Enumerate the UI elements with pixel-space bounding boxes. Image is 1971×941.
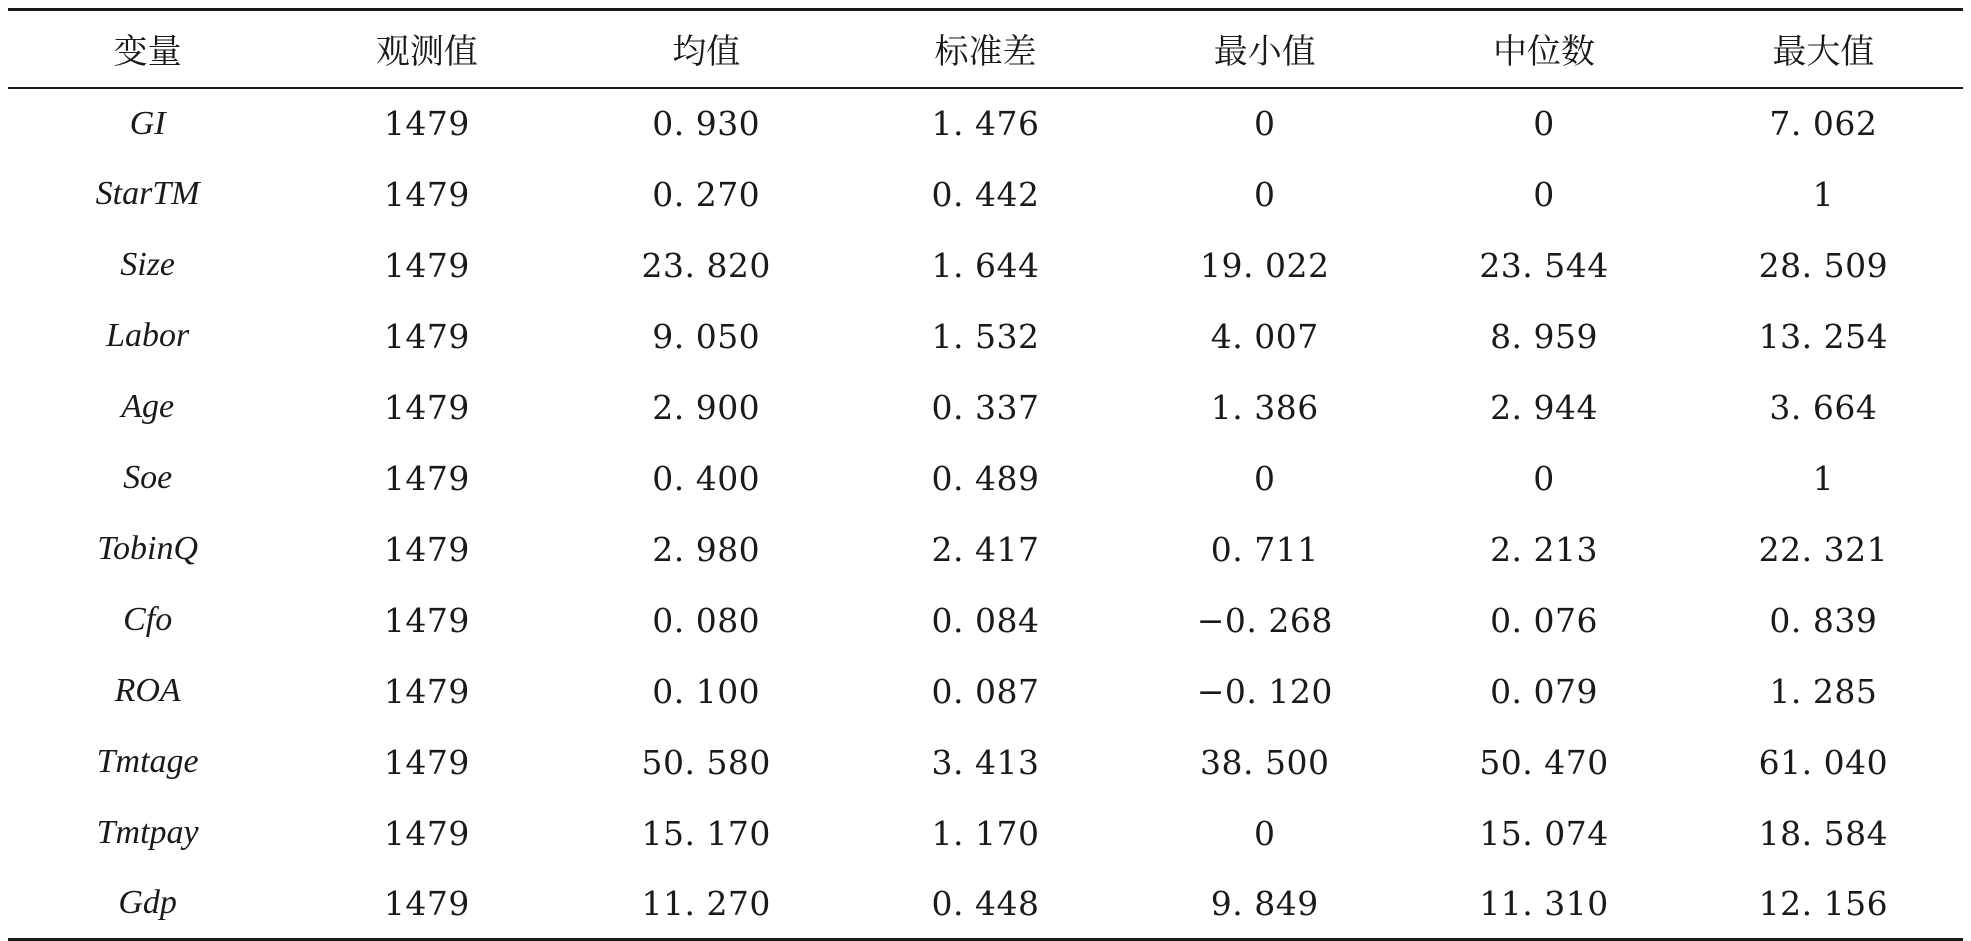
cell-variable: Tmtpay: [96, 814, 199, 851]
cell-min: 0: [1254, 813, 1276, 853]
cell-observations: 1479: [383, 813, 470, 853]
cell-min: 38. 500: [1200, 742, 1330, 782]
header-row: [8, 10, 1963, 88]
cell-std-dev: 0. 489: [931, 458, 1040, 498]
cell-variable: TobinQ: [97, 530, 199, 567]
cell-median: 2. 944: [1490, 387, 1599, 427]
cell-median: 15. 074: [1479, 813, 1609, 853]
cell-mean: 9. 050: [652, 316, 761, 356]
table-row: [8, 230, 1963, 301]
table-row: [8, 727, 1963, 798]
header-median: 中位数: [1404, 10, 1683, 88]
cell-max: 13. 254: [1758, 316, 1889, 356]
descriptive-statistics-table: [8, 8, 1963, 941]
table-row: [8, 514, 1963, 585]
cell-min: 9. 849: [1125, 869, 1404, 940]
cell-mean: 15. 170: [641, 813, 771, 853]
cell-mean: 50. 580: [641, 742, 771, 782]
cell-mean: 0. 080: [652, 600, 761, 640]
cell-median: 11. 310: [1404, 869, 1683, 940]
cell-variable: ROA: [114, 672, 181, 709]
cell-median: 8. 959: [1490, 316, 1599, 356]
cell-min: 0: [1254, 458, 1276, 498]
table-row: [8, 372, 1963, 443]
cell-std-dev: 0. 442: [931, 174, 1040, 214]
cell-min: 19. 022: [1200, 245, 1330, 285]
cell-variable: Soe: [123, 459, 173, 496]
cell-max: 12. 156: [1684, 869, 1963, 940]
cell-observations: 1479: [383, 742, 470, 782]
cell-min: 0: [1254, 174, 1276, 214]
table-body: [8, 88, 1963, 940]
header-observations: 观测值: [287, 10, 566, 88]
cell-std-dev: 2. 417: [931, 529, 1040, 569]
cell-std-dev: 0. 337: [931, 387, 1040, 427]
cell-observations: 1479: [383, 245, 470, 285]
cell-max: 3. 664: [1769, 387, 1878, 427]
cell-median: 50. 470: [1479, 742, 1609, 782]
cell-observations: 1479: [383, 671, 470, 711]
cell-min: −0. 268: [1196, 600, 1333, 640]
cell-std-dev: 1. 476: [931, 104, 1040, 143]
cell-median: 2. 213: [1490, 529, 1599, 569]
header-min: 最小值: [1125, 10, 1404, 88]
cell-min: 1. 386: [1210, 387, 1319, 427]
cell-min: −0. 120: [1196, 671, 1333, 711]
cell-observations: 1479: [383, 316, 470, 356]
cell-std-dev: 0. 084: [931, 600, 1040, 640]
cell-median: 0. 079: [1490, 671, 1599, 711]
cell-variable: StarTM: [95, 175, 200, 212]
cell-variable: GI: [129, 104, 166, 142]
cell-mean: 11. 270: [567, 869, 846, 940]
table-row: [8, 798, 1963, 869]
header-variable: 变量: [8, 10, 287, 88]
header-std-dev: 标准差: [846, 10, 1125, 88]
table-row: [8, 656, 1963, 727]
cell-min: 0: [1254, 104, 1276, 143]
cell-median: 0. 076: [1490, 600, 1599, 640]
cell-std-dev: 1. 170: [931, 813, 1040, 853]
table-row: [8, 88, 1963, 159]
cell-observations: 1479: [383, 174, 470, 214]
header-max: 最大值: [1684, 10, 1963, 88]
cell-max: 0. 839: [1769, 600, 1878, 640]
cell-variable: Tmtage: [96, 743, 199, 780]
cell-max: 28. 509: [1758, 245, 1889, 285]
cell-observations: 1479: [383, 387, 470, 427]
cell-mean: 2. 980: [652, 529, 761, 569]
cell-max: 1. 285: [1769, 671, 1878, 711]
table-row: [8, 443, 1963, 514]
cell-max: 18. 584: [1758, 813, 1889, 853]
cell-min: 0. 711: [1210, 529, 1319, 569]
cell-variable: Gdp: [8, 869, 287, 940]
cell-observations: 1479: [383, 458, 470, 498]
cell-median: 0: [1533, 174, 1555, 214]
cell-std-dev: 3. 413: [931, 742, 1040, 782]
cell-max: 1: [1812, 174, 1835, 214]
cell-std-dev: 0. 448: [846, 869, 1125, 940]
cell-min: 4. 007: [1210, 316, 1319, 356]
cell-median: 0: [1533, 104, 1555, 143]
cell-mean: 2. 900: [652, 387, 761, 427]
cell-mean: 0. 400: [652, 458, 761, 498]
cell-max: 1: [1812, 458, 1835, 498]
cell-median: 0: [1533, 458, 1555, 498]
cell-variable: Labor: [106, 317, 190, 354]
cell-mean: 23. 820: [641, 245, 771, 285]
cell-mean: 0. 100: [652, 671, 761, 711]
cell-mean: 0. 270: [652, 174, 761, 214]
cell-std-dev: 1. 644: [931, 245, 1040, 285]
cell-max: 61. 040: [1758, 742, 1889, 782]
cell-variable: Age: [121, 388, 175, 425]
table-row: [8, 159, 1963, 230]
cell-max: 7. 062: [1769, 104, 1878, 143]
table-row: [8, 585, 1963, 656]
cell-std-dev: 0. 087: [931, 671, 1040, 711]
cell-variable: Size: [120, 246, 176, 283]
cell-observations: 1479: [287, 869, 566, 940]
cell-observations: 1479: [383, 600, 470, 640]
cell-median: 23. 544: [1479, 245, 1609, 285]
cell-std-dev: 1. 532: [931, 316, 1040, 356]
cell-variable: Cfo: [123, 601, 173, 638]
cell-observations: 1479: [383, 529, 470, 569]
cell-mean: 0. 930: [652, 104, 761, 143]
statistics-table-container: [8, 8, 1963, 941]
cell-observations: 1479: [383, 104, 470, 143]
table-header: [8, 10, 1963, 88]
header-mean: 均值: [567, 10, 846, 88]
cell-max: 22. 321: [1758, 529, 1889, 569]
table-row: [8, 301, 1963, 372]
table-row: [8, 869, 1963, 940]
